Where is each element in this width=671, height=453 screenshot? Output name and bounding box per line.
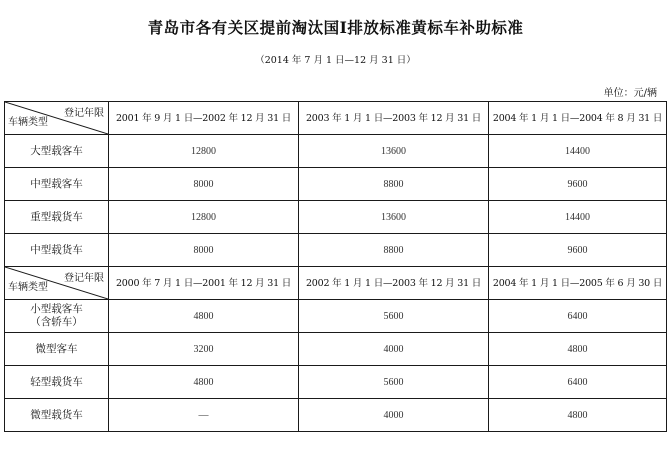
vehicle-type: 微型客车 (5, 333, 109, 366)
subsidy-value: 3200 (109, 333, 299, 366)
vehicle-type: 轻型载货车 (5, 366, 109, 399)
table-row (5, 300, 667, 333)
subsidy-table (4, 101, 667, 432)
section1-period-2: 2003 年 1 月 1 日—2003 年 12 月 31 日 (299, 102, 489, 135)
page-title: 青岛市各有关区提前淘汰国Ⅰ排放标准黄标车补助标准 (147, 18, 524, 37)
table-row (5, 168, 667, 201)
section2-diagonal-header (5, 267, 109, 300)
subsidy-value: — (109, 399, 299, 432)
vehicle-type-name: 小型载客车 (30, 303, 83, 315)
section1-diagonal-header (5, 102, 109, 135)
subsidy-value: 12800 (109, 201, 299, 234)
subsidy-value: 5600 (299, 366, 489, 399)
vehicle-type-label: 车辆类型 (8, 117, 48, 128)
table-row (5, 234, 667, 267)
registration-period-label: 登记年限 (64, 108, 104, 119)
section2-period-3: 2004 年 1 月 1 日—2005 年 6 月 30 日 (489, 267, 667, 300)
registration-period-label: 登记年限 (64, 273, 104, 284)
subsidy-value: 8800 (299, 234, 489, 267)
subsidy-value: 4000 (299, 399, 489, 432)
section2-period-1: 2000 年 7 月 1 日—2001 年 12 月 31 日 (109, 267, 299, 300)
vehicle-type: 大型载客车 (5, 135, 109, 168)
subsidy-value: 4800 (489, 399, 667, 432)
table-row (5, 201, 667, 234)
vehicle-type: 中型载货车 (5, 234, 109, 267)
section1-period-1: 2001 年 9 月 1 日—2002 年 12 月 31 日 (109, 102, 299, 135)
subsidy-value: 8000 (109, 234, 299, 267)
section2-period-2: 2002 年 1 月 1 日—2003 年 12 月 31 日 (299, 267, 489, 300)
table-row (5, 366, 667, 399)
table-row (5, 135, 667, 168)
subsidy-value: 8800 (299, 168, 489, 201)
vehicle-type-note: （含轿车） (30, 316, 83, 328)
unit-label: 单位：元/辆 (603, 88, 657, 99)
date-range-subtitle: （2014 年 7 月 1 日—12 月 31 日） (255, 55, 416, 66)
subsidy-value: 13600 (299, 135, 489, 168)
section1-header-row (5, 102, 667, 135)
subsidy-value: 9600 (489, 168, 667, 201)
vehicle-type-label: 车辆类型 (8, 282, 48, 293)
subsidy-value: 14400 (489, 135, 667, 168)
subsidy-value: 12800 (109, 135, 299, 168)
subsidy-value: 4000 (299, 333, 489, 366)
vehicle-type: 微型载货车 (5, 399, 109, 432)
vehicle-type (5, 300, 109, 333)
subsidy-value: 6400 (489, 300, 667, 333)
subsidy-value: 4800 (489, 333, 667, 366)
subsidy-value: 5600 (299, 300, 489, 333)
vehicle-type: 重型载货车 (5, 201, 109, 234)
table-row (5, 399, 667, 432)
section2-header-row (5, 267, 667, 300)
subsidy-value: 8000 (109, 168, 299, 201)
vehicle-type: 中型载客车 (5, 168, 109, 201)
section1-period-3: 2004 年 1 月 1 日—2004 年 8 月 31 日 (489, 102, 667, 135)
subsidy-value: 13600 (299, 201, 489, 234)
subsidy-value: 6400 (489, 366, 667, 399)
subsidy-value: 4800 (109, 300, 299, 333)
subsidy-value: 14400 (489, 201, 667, 234)
subsidy-value: 4800 (109, 366, 299, 399)
subsidy-value: 9600 (489, 234, 667, 267)
table-row (5, 333, 667, 366)
